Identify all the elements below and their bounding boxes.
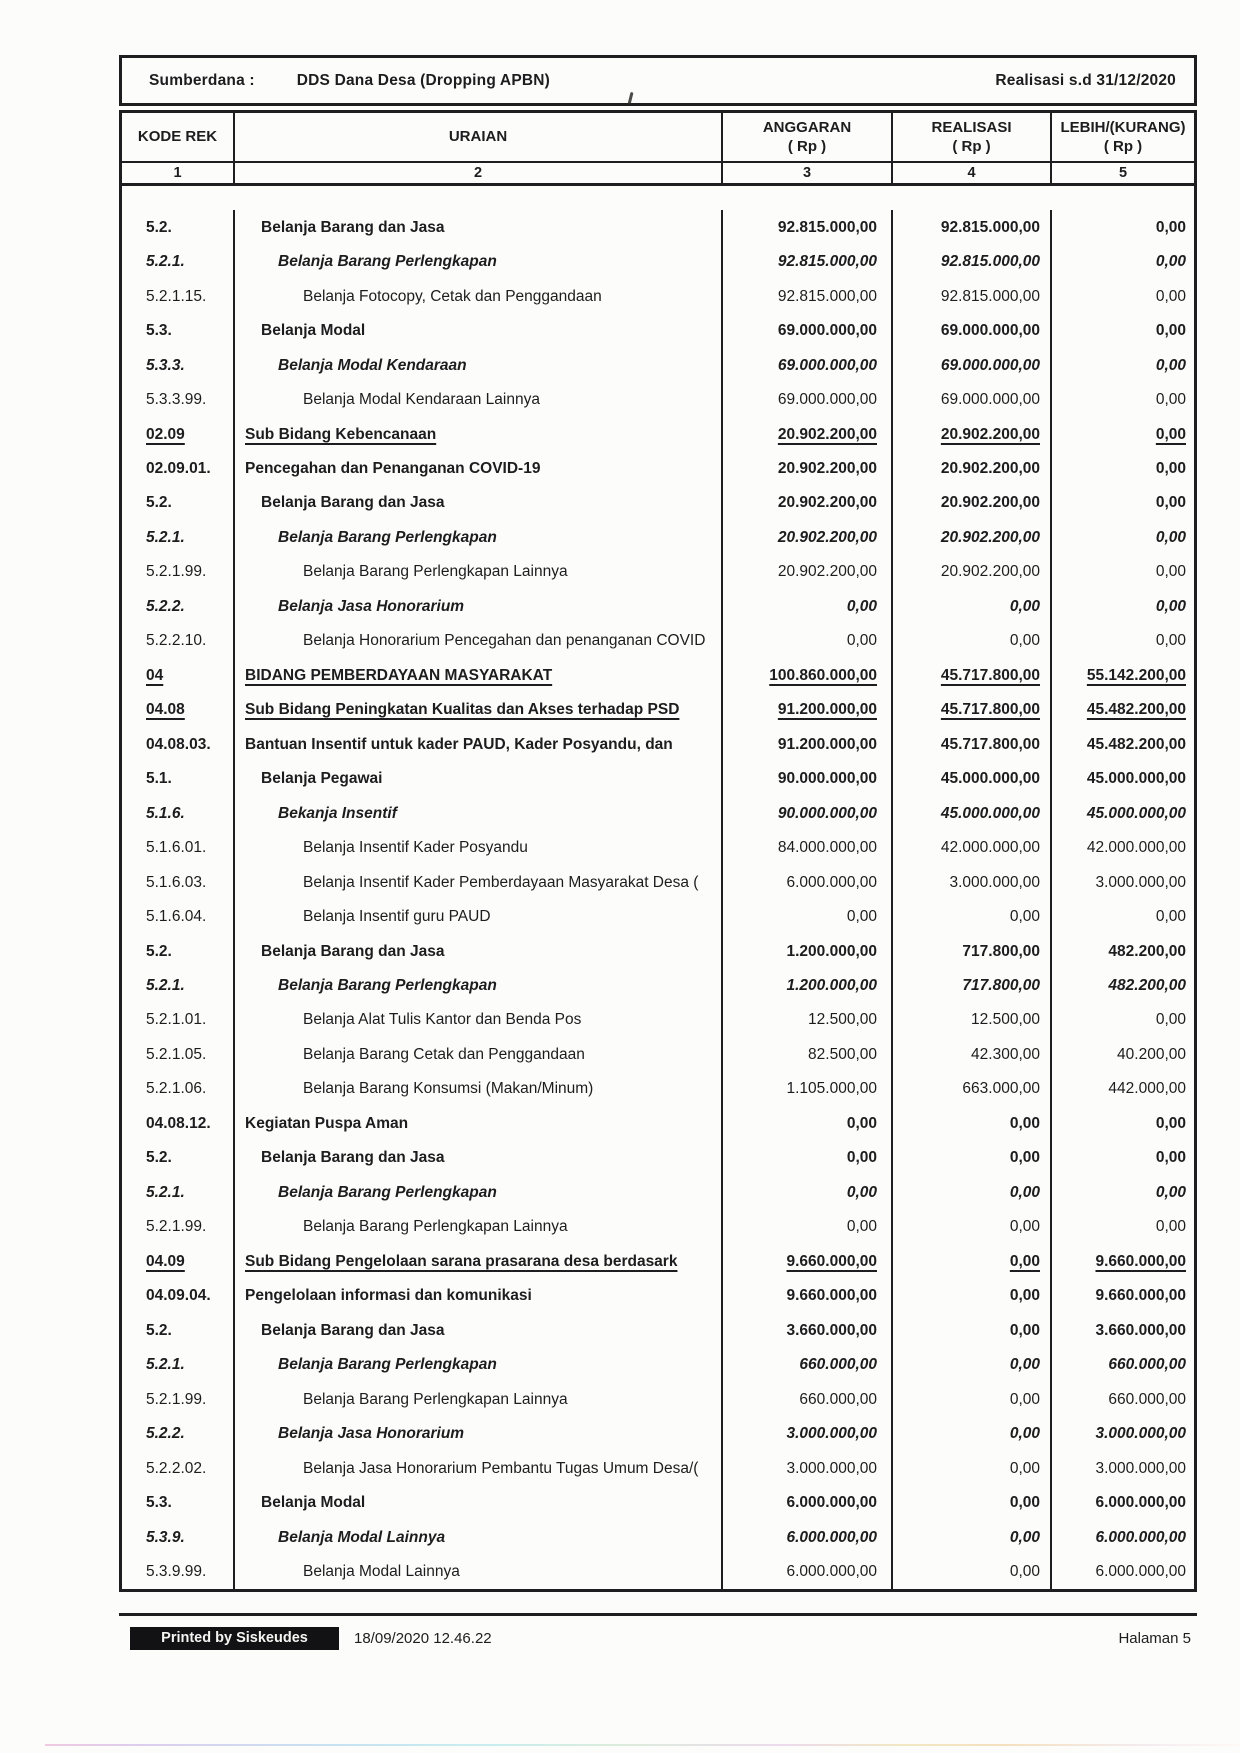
table-body	[122, 186, 1194, 1589]
lebih-cell: 3.000.000,00	[1050, 1451, 1194, 1485]
code-cell: 5.2.2.	[146, 597, 185, 615]
code-cell: 5.1.	[146, 770, 172, 788]
code-cell: 04	[146, 666, 164, 684]
code-cell: 5.2.1.	[146, 528, 185, 546]
anggaran-cell: 3.000.000,00	[721, 1416, 891, 1450]
lebih-cell: 0,00	[1050, 451, 1194, 485]
uraian-cell: Belanja Jasa Honorarium	[233, 1416, 721, 1450]
lebih-cell: 6.000.000,00	[1050, 1554, 1194, 1588]
lebih-cell: 442.000,00	[1050, 1072, 1194, 1106]
uraian-cell: Bantuan Insentif untuk kader PAUD, Kader Posyandu, dan	[233, 727, 721, 761]
lebih-cell: 3.000.000,00	[1050, 865, 1194, 899]
anggaran-cell: 20.902.200,00	[721, 486, 891, 520]
source-value: DDS Dana Desa (Dropping APBN)	[296, 71, 551, 89]
lebih-cell: 0,00	[1050, 348, 1194, 382]
table-row	[122, 934, 1194, 968]
lebih-cell: 0,00	[1050, 1210, 1194, 1244]
anggaran-cell: 0,00	[721, 899, 891, 933]
lebih-cell: 0,00	[1050, 279, 1194, 313]
realisasi-cell: 0,00	[891, 1313, 1050, 1347]
code-cell: 02.09.01.	[146, 459, 211, 477]
realisasi-cell: 92.815.000,00	[891, 210, 1050, 244]
lebih-cell: 9.660.000,00	[1050, 1244, 1194, 1278]
table-row	[122, 1210, 1194, 1244]
lebih-cell: 0,00	[1050, 417, 1194, 451]
uraian-cell: Kegiatan Puspa Aman	[233, 1106, 721, 1140]
table-row	[122, 210, 1194, 244]
anggaran-cell: 6.000.000,00	[721, 1485, 891, 1519]
realisasi-cell: 0,00	[891, 1210, 1050, 1244]
uraian-cell: Belanja Barang Perlengkapan	[233, 520, 721, 554]
realisasi-cell: 20.902.200,00	[891, 520, 1050, 554]
table-row	[122, 1485, 1194, 1519]
anggaran-cell: 0,00	[721, 624, 891, 658]
table-row	[122, 1416, 1194, 1450]
realisasi-cell: 0,00	[891, 1175, 1050, 1209]
uraian-cell: Belanja Barang Perlengkapan Lainnya	[233, 1382, 721, 1416]
code-cell: 04.08.12.	[146, 1114, 211, 1132]
uraian-cell: Belanja Fotocopy, Cetak dan Penggandaan	[233, 279, 721, 313]
lebih-cell: 0,00	[1050, 210, 1194, 244]
uraian-cell: Belanja Pegawai	[233, 762, 721, 796]
lebih-cell: 0,00	[1050, 1106, 1194, 1140]
anggaran-cell: 0,00	[721, 1210, 891, 1244]
anggaran-cell: 100.860.000,00	[721, 658, 891, 692]
realisasi-cell: 20.902.200,00	[891, 486, 1050, 520]
realisasi-cell: 0,00	[891, 1244, 1050, 1278]
column-header-label: KODE REK	[137, 128, 218, 146]
code-cell: 5.2.	[146, 494, 172, 512]
realisasi-cell: 45.000.000,00	[891, 796, 1050, 830]
anggaran-cell: 90.000.000,00	[721, 762, 891, 796]
table-row	[122, 1175, 1194, 1209]
print-timestamp: 18/09/2020 12.46.22	[354, 1629, 492, 1647]
code-cell: 5.2.1.	[146, 253, 185, 271]
code-cell: 5.2.1.99.	[146, 1218, 207, 1236]
table-row	[122, 1554, 1194, 1588]
column-number: 1	[173, 165, 182, 181]
code-cell: 5.2.	[146, 942, 172, 960]
anggaran-cell: 0,00	[721, 1175, 891, 1209]
uraian-cell: Belanja Barang dan Jasa	[233, 1141, 721, 1175]
lebih-cell: 0,00	[1050, 313, 1194, 347]
realisasi-cell: 0,00	[891, 899, 1050, 933]
code-cell: 5.2.	[146, 1149, 172, 1167]
code-cell: 5.3.	[146, 1494, 172, 1512]
lebih-cell: 660.000,00	[1050, 1347, 1194, 1381]
anggaran-cell: 92.815.000,00	[721, 210, 891, 244]
anggaran-cell: 660.000,00	[721, 1347, 891, 1381]
code-cell: 5.2.1.	[146, 977, 185, 995]
realisasi-cell: 20.902.200,00	[891, 417, 1050, 451]
lebih-cell: 45.482.200,00	[1050, 693, 1194, 727]
table-row	[122, 624, 1194, 658]
uraian-cell: Belanja Barang Perlengkapan	[233, 244, 721, 278]
table-row	[122, 1141, 1194, 1175]
realisasi-cell: 69.000.000,00	[891, 348, 1050, 382]
table-row	[122, 796, 1194, 830]
column-header-unit: ( Rp )	[787, 138, 827, 155]
anggaran-cell: 9.660.000,00	[721, 1279, 891, 1313]
code-cell: 5.1.6.04.	[146, 908, 207, 926]
code-cell: 5.2.1.15.	[146, 287, 207, 305]
lebih-cell: 9.660.000,00	[1050, 1279, 1194, 1313]
table-row	[122, 899, 1194, 933]
report-period: Realisasi s.d 31/12/2020	[995, 71, 1176, 89]
lebih-cell: 0,00	[1050, 520, 1194, 554]
table-row	[122, 313, 1194, 347]
table-row	[122, 1072, 1194, 1106]
budget-table	[119, 110, 1197, 1592]
realisasi-cell: 0,00	[891, 1382, 1050, 1416]
anggaran-cell: 1.200.000,00	[721, 968, 891, 1002]
column-header-label: LEBIH/(KURANG)	[1060, 118, 1186, 136]
realisasi-cell: 0,00	[891, 1520, 1050, 1554]
code-cell: 04.09	[146, 1252, 185, 1270]
anggaran-cell: 69.000.000,00	[721, 382, 891, 416]
code-cell: 5.2.2.	[146, 1425, 185, 1443]
code-cell: 5.3.	[146, 322, 172, 340]
realisasi-cell: 0,00	[891, 624, 1050, 658]
code-cell: 5.3.3.99.	[146, 391, 207, 409]
uraian-cell: Belanja Modal Kendaraan Lainnya	[233, 382, 721, 416]
table-row	[122, 486, 1194, 520]
uraian-cell: Belanja Modal Kendaraan	[233, 348, 721, 382]
table-row	[122, 1313, 1194, 1347]
uraian-cell: Sub Bidang Peningkatan Kualitas dan Akses terhadap PSD	[233, 693, 721, 727]
code-cell: 5.2.1.01.	[146, 1011, 207, 1029]
realisasi-cell: 3.000.000,00	[891, 865, 1050, 899]
anggaran-cell: 69.000.000,00	[721, 348, 891, 382]
anggaran-cell: 3.000.000,00	[721, 1451, 891, 1485]
lebih-cell: 0,00	[1050, 1141, 1194, 1175]
table-row	[122, 830, 1194, 864]
code-cell: 04.08.03.	[146, 735, 211, 753]
uraian-cell: Belanja Modal	[233, 1485, 721, 1519]
uraian-cell: Belanja Jasa Honorarium	[233, 589, 721, 623]
anggaran-cell: 1.105.000,00	[721, 1072, 891, 1106]
table-row	[122, 382, 1194, 416]
column-number: 2	[233, 163, 721, 183]
anggaran-cell: 0,00	[721, 589, 891, 623]
realisasi-cell: 0,00	[891, 589, 1050, 623]
table-row	[122, 693, 1194, 727]
realisasi-cell: 45.717.800,00	[891, 727, 1050, 761]
realisasi-cell: 69.000.000,00	[891, 313, 1050, 347]
code-cell: 5.2.	[146, 218, 172, 236]
anggaran-cell: 84.000.000,00	[721, 830, 891, 864]
table-row	[122, 865, 1194, 899]
anggaran-cell: 0,00	[721, 1141, 891, 1175]
code-cell: 5.1.6.01.	[146, 839, 207, 857]
uraian-cell: BIDANG PEMBERDAYAAN MASYARAKAT	[233, 658, 721, 692]
table-row	[122, 1520, 1194, 1554]
lebih-cell: 482.200,00	[1050, 934, 1194, 968]
anggaran-cell: 1.200.000,00	[721, 934, 891, 968]
table-row	[122, 555, 1194, 589]
table-header-row	[122, 113, 1194, 163]
uraian-cell: Belanja Barang Perlengkapan Lainnya	[233, 555, 721, 589]
source-label: Sumberdana :	[149, 71, 255, 89]
table-row	[122, 658, 1194, 692]
realisasi-cell: 0,00	[891, 1106, 1050, 1140]
code-cell: 5.2.1.	[146, 1356, 185, 1374]
column-number: 5	[1050, 163, 1194, 183]
uraian-cell: Pencegahan dan Penanganan COVID-19	[233, 451, 721, 485]
table-row	[122, 1106, 1194, 1140]
anggaran-cell: 69.000.000,00	[721, 313, 891, 347]
table-row	[122, 589, 1194, 623]
code-cell: 5.3.9.99.	[146, 1562, 207, 1580]
code-cell: 5.2.1.99.	[146, 1390, 207, 1408]
lebih-cell: 0,00	[1050, 1175, 1194, 1209]
realisasi-cell: 42.000.000,00	[891, 830, 1050, 864]
table-row	[122, 348, 1194, 382]
lebih-cell: 0,00	[1050, 589, 1194, 623]
anggaran-cell: 92.815.000,00	[721, 279, 891, 313]
anggaran-cell: 91.200.000,00	[721, 693, 891, 727]
code-cell: 02.09	[146, 425, 185, 443]
realisasi-cell: 717.800,00	[891, 934, 1050, 968]
column-header-unit: ( Rp )	[952, 138, 991, 155]
uraian-cell: Belanja Modal Lainnya	[233, 1520, 721, 1554]
realisasi-cell: 717.800,00	[891, 968, 1050, 1002]
lebih-cell: 0,00	[1050, 899, 1194, 933]
scan-color-artifact	[45, 1744, 1240, 1746]
code-cell: 5.3.9.	[146, 1528, 185, 1546]
realisasi-cell: 0,00	[891, 1141, 1050, 1175]
column-header-uraian	[233, 113, 721, 161]
column-header-label: ANGGARAN	[762, 118, 852, 136]
lebih-cell: 40.200,00	[1050, 1037, 1194, 1071]
realisasi-cell: 45.000.000,00	[891, 762, 1050, 796]
table-row	[122, 1347, 1194, 1381]
lebih-cell: 6.000.000,00	[1050, 1485, 1194, 1519]
table-row	[122, 1451, 1194, 1485]
uraian-cell: Belanja Modal Lainnya	[233, 1554, 721, 1588]
realisasi-cell: 92.815.000,00	[891, 244, 1050, 278]
uraian-cell: Belanja Barang dan Jasa	[233, 486, 721, 520]
lebih-cell: 6.000.000,00	[1050, 1520, 1194, 1554]
table-row	[122, 1037, 1194, 1071]
code-cell: 5.2.1.06.	[146, 1080, 207, 1098]
realisasi-cell: 45.717.800,00	[891, 658, 1050, 692]
uraian-cell: Belanja Alat Tulis Kantor dan Benda Pos	[233, 1003, 721, 1037]
table-row	[122, 417, 1194, 451]
column-header-label: URAIAN	[448, 128, 508, 146]
column-number-row	[122, 163, 1194, 186]
table-row	[122, 727, 1194, 761]
uraian-cell: Belanja Jasa Honorarium Pembantu Tugas Umum Desa/(	[233, 1451, 721, 1485]
code-cell: 5.1.6.	[146, 804, 185, 822]
anggaran-cell: 20.902.200,00	[721, 417, 891, 451]
table-row	[122, 762, 1194, 796]
table-row	[122, 244, 1194, 278]
printed-by-badge: Printed by Siskeudes	[130, 1627, 339, 1650]
realisasi-cell: 0,00	[891, 1451, 1050, 1485]
uraian-cell: Bekanja Insentif	[233, 796, 721, 830]
uraian-cell: Belanja Insentif Kader Pemberdayaan Masyarakat Desa (	[233, 865, 721, 899]
lebih-cell: 3.660.000,00	[1050, 1313, 1194, 1347]
realisasi-cell: 0,00	[891, 1347, 1050, 1381]
page-number: Halaman 5	[1118, 1629, 1191, 1647]
table-row	[122, 279, 1194, 313]
uraian-cell: Belanja Barang dan Jasa	[233, 210, 721, 244]
uraian-cell: Sub Bidang Kebencanaan	[233, 417, 721, 451]
page-footer	[119, 1626, 1197, 1650]
lebih-cell: 45.482.200,00	[1050, 727, 1194, 761]
table-row	[122, 1279, 1194, 1313]
code-cell: 5.2.1.99.	[146, 563, 207, 581]
code-cell: 5.2.	[146, 1321, 172, 1339]
anggaran-cell: 0,00	[721, 1106, 891, 1140]
code-cell: 5.2.1.	[146, 1183, 185, 1201]
table-row	[122, 520, 1194, 554]
table-row	[122, 1003, 1194, 1037]
realisasi-cell: 0,00	[891, 1279, 1050, 1313]
anggaran-cell: 20.902.200,00	[721, 555, 891, 589]
anggaran-cell: 6.000.000,00	[721, 1520, 891, 1554]
uraian-cell: Belanja Barang Perlengkapan Lainnya	[233, 1210, 721, 1244]
uraian-cell: Belanja Insentif Kader Posyandu	[233, 830, 721, 864]
uraian-cell: Belanja Barang dan Jasa	[233, 934, 721, 968]
lebih-cell: 0,00	[1050, 555, 1194, 589]
lebih-cell: 0,00	[1050, 244, 1194, 278]
anggaran-cell: 20.902.200,00	[721, 451, 891, 485]
realisasi-cell: 69.000.000,00	[891, 382, 1050, 416]
uraian-cell: Belanja Barang Konsumsi (Makan/Minum)	[233, 1072, 721, 1106]
realisasi-cell: 12.500,00	[891, 1003, 1050, 1037]
realisasi-cell: 20.902.200,00	[891, 555, 1050, 589]
lebih-cell: 0,00	[1050, 486, 1194, 520]
source-header	[119, 55, 1197, 106]
uraian-cell: Pengelolaan informasi dan komunikasi	[233, 1279, 721, 1313]
realisasi-cell: 0,00	[891, 1554, 1050, 1588]
code-cell: 04.08	[146, 701, 185, 719]
lebih-cell: 42.000.000,00	[1050, 830, 1194, 864]
lebih-cell: 0,00	[1050, 382, 1194, 416]
table-row	[122, 1244, 1194, 1278]
lebih-cell: 45.000.000,00	[1050, 796, 1194, 830]
uraian-cell: Belanja Barang Perlengkapan	[233, 968, 721, 1002]
anggaran-cell: 660.000,00	[721, 1382, 891, 1416]
anggaran-cell: 12.500,00	[721, 1003, 891, 1037]
anggaran-cell: 20.902.200,00	[721, 520, 891, 554]
table-row	[122, 1382, 1194, 1416]
lebih-cell: 45.000.000,00	[1050, 762, 1194, 796]
uraian-cell: Belanja Barang dan Jasa	[233, 1313, 721, 1347]
lebih-cell: 55.142.200,00	[1050, 658, 1194, 692]
code-cell: 5.2.2.02.	[146, 1459, 207, 1477]
column-header-unit: ( Rp )	[1103, 138, 1143, 155]
code-cell: 5.2.2.10.	[146, 632, 207, 650]
anggaran-cell: 91.200.000,00	[721, 727, 891, 761]
lebih-cell: 482.200,00	[1050, 968, 1194, 1002]
uraian-cell: Belanja Barang Perlengkapan	[233, 1175, 721, 1209]
column-header-label: REALISASI	[931, 118, 1012, 136]
anggaran-cell: 92.815.000,00	[721, 244, 891, 278]
realisasi-cell: 20.902.200,00	[891, 451, 1050, 485]
column-number: 3	[721, 163, 891, 183]
lebih-cell: 3.000.000,00	[1050, 1416, 1194, 1450]
code-cell: 5.3.3.	[146, 356, 185, 374]
footer-rule	[119, 1613, 1197, 1616]
column-header-realisasi	[891, 113, 1050, 161]
uraian-cell: Belanja Barang Cetak dan Penggandaan	[233, 1037, 721, 1071]
table-row	[122, 968, 1194, 1002]
uraian-cell: Belanja Barang Perlengkapan	[233, 1347, 721, 1381]
uraian-cell: Sub Bidang Pengelolaan sarana prasarana desa berdasark	[233, 1244, 721, 1278]
anggaran-cell: 3.660.000,00	[721, 1313, 891, 1347]
realisasi-cell: 0,00	[891, 1416, 1050, 1450]
column-header-anggaran	[721, 113, 891, 161]
lebih-cell: 0,00	[1050, 624, 1194, 658]
anggaran-cell: 6.000.000,00	[721, 1554, 891, 1588]
anggaran-cell: 82.500,00	[721, 1037, 891, 1071]
anggaran-cell: 9.660.000,00	[721, 1244, 891, 1278]
lebih-cell: 660.000,00	[1050, 1382, 1194, 1416]
anggaran-cell: 6.000.000,00	[721, 865, 891, 899]
code-cell: 04.09.04.	[146, 1287, 211, 1305]
uraian-cell: Belanja Honorarium Pencegahan dan penanganan COVID	[233, 624, 721, 658]
realisasi-cell: 92.815.000,00	[891, 279, 1050, 313]
code-cell: 5.2.1.05.	[146, 1045, 207, 1063]
realisasi-cell: 663.000,00	[891, 1072, 1050, 1106]
column-number: 4	[891, 163, 1050, 183]
realisasi-cell: 42.300,00	[891, 1037, 1050, 1071]
column-header-kode-rek	[122, 113, 233, 161]
anggaran-cell: 90.000.000,00	[721, 796, 891, 830]
table-row	[122, 451, 1194, 485]
code-cell: 5.1.6.03.	[146, 873, 207, 891]
column-header-lebih-kurang	[1050, 113, 1194, 161]
uraian-cell: Belanja Modal	[233, 313, 721, 347]
realisasi-cell: 45.717.800,00	[891, 693, 1050, 727]
lebih-cell: 0,00	[1050, 1003, 1194, 1037]
realisasi-cell: 0,00	[891, 1485, 1050, 1519]
uraian-cell: Belanja Insentif guru PAUD	[233, 899, 721, 933]
